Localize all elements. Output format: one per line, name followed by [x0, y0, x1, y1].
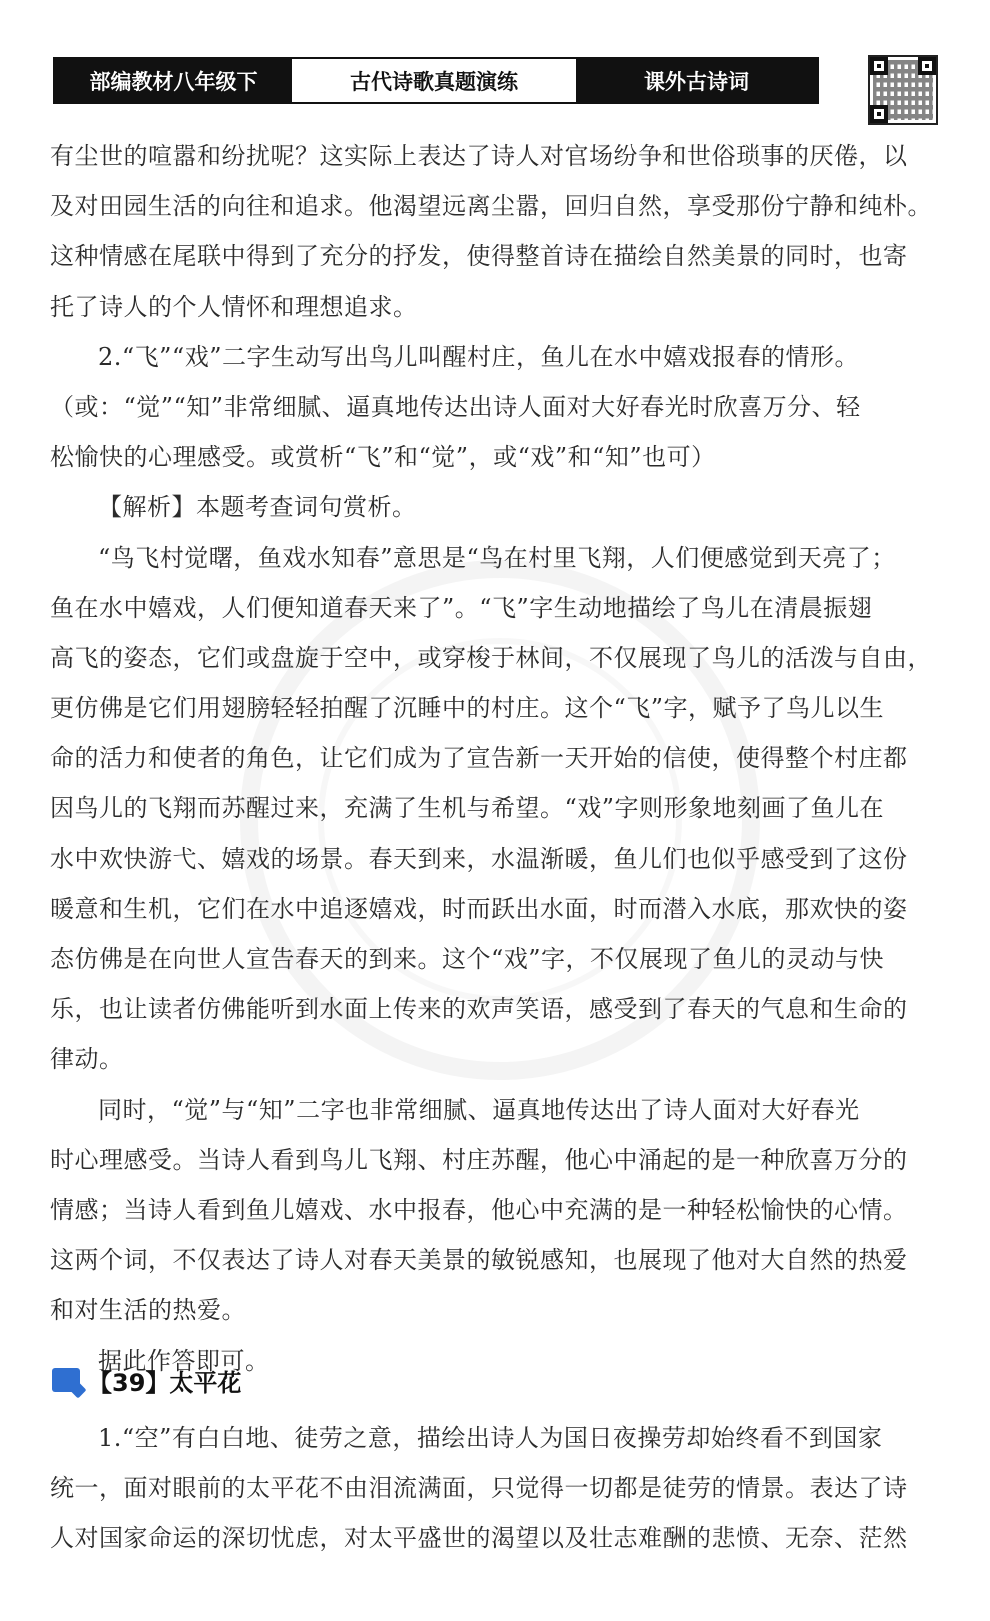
- text-line: 鱼在水中嬉戏，人们便知道春天来了”。“飞”字生动地描绘了鸟儿在清晨振翅: [50, 593, 873, 622]
- text-line: 统一，面对眼前的太平花不由泪流满面，只觉得一切都是徒劳的情景。表达了诗: [50, 1474, 908, 1503]
- section-answer-body: [50, 1413, 948, 1564]
- text-line: 更仿佛是它们用翅膀轻轻拍醒了沉睡中的村庄。这个“飞”字，赋予了鸟儿以生: [50, 694, 885, 723]
- text-line: 乐，也让读者仿佛能听到水面上传来的欢声笑语，感受到了春天的气息和生命的: [50, 995, 908, 1024]
- header-category-label: 课外古诗词: [576, 59, 817, 102]
- text-line: 高飞的姿态，它们或盘旋于空中，或穿梭于林间，不仅展现了鸟儿的活泼与自由，: [50, 643, 932, 672]
- text-line: 命的活力和使者的角色，让它们成为了宣告新一天开始的信使，使得整个村庄都: [50, 744, 908, 773]
- text-line: （或：“觉”“知”非常细腻、逼真地传达出诗人面对大好春光时欣喜万分、轻: [50, 392, 861, 421]
- answer-analysis-body: [50, 131, 948, 1386]
- text-line: 人对国家命运的深切忧虑，对太平盛世的渴望以及壮志难酬的悲愤、无奈、茫然: [50, 1524, 908, 1553]
- text-line: 暖意和生机，它们在水中追逐嬉戏，时而跃出水面，时而潜入水底，那欢快的姿: [50, 894, 908, 923]
- text-line: 律动。: [50, 1045, 124, 1074]
- text-line: 松愉快的心理感受。或赏析“飞”和“觉”，或“戏”和“知”也可）: [50, 443, 716, 472]
- text-line: 托了诗人的个人情怀和理想追求。: [50, 292, 418, 321]
- text-line: “鸟飞村觉曙，鱼戏水知春”意思是“鸟在村里飞翔，人们便感觉到天亮了；: [98, 543, 896, 572]
- text-line: 时心理感受。当诗人看到鸟儿飞翔、村庄苏醒，他心中涌起的是一种欣喜万分的: [50, 1145, 908, 1174]
- text-line: 1.“空”有白白地、徒劳之意，描绘出诗人为国日夜操劳却始终看不到国家: [98, 1424, 883, 1452]
- bookmark-flag-icon: [52, 1368, 80, 1392]
- section-heading: [52, 1356, 241, 1404]
- text-line: 因鸟儿的飞翔而苏醒过来，充满了生机与希望。“戏”字则形象地刻画了鱼儿在: [50, 794, 885, 823]
- qr-code-icon: [868, 55, 938, 125]
- qr-finder-marker: [870, 105, 888, 123]
- text-line: 这种情感在尾联中得到了充分的抒发，使得整首诗在描绘自然美景的同时，也寄: [50, 242, 908, 271]
- text-line: 同时，“觉”与“知”二字也非常细腻、逼真地传达出了诗人面对大好春光: [98, 1095, 860, 1124]
- text-line: 及对田园生活的向往和追求。他渴望远离尘嚣，回归自然，享受那份宁静和纯朴。: [50, 192, 932, 221]
- text-line: 这两个词，不仅表达了诗人对春天美景的敏锐感知，也展现了他对大自然的热爱: [50, 1246, 908, 1275]
- text-line: 据此作答即可。: [98, 1346, 270, 1375]
- text-line: 【解析】本题考查词句赏析。: [98, 493, 417, 522]
- text-line: 和对生活的热爱。: [50, 1296, 246, 1325]
- section-title: 【39】太平花: [88, 1368, 242, 1397]
- text-line: 态仿佛是在向世人宣告春天的到来。这个“戏”字，不仅展现了鱼儿的灵动与快: [50, 945, 885, 973]
- text-line: 2.“飞”“戏”二字生动写出鸟儿叫醒村庄，鱼儿在水中嬉戏报春的情形。: [98, 342, 859, 371]
- text-line: 水中欢快游弋、嬉戏的场景。春天到来，水温渐暖，鱼儿们也似乎感受到了这份: [50, 844, 908, 873]
- page-header-bar: [53, 57, 819, 104]
- qr-finder-marker: [918, 57, 936, 75]
- text-line: 情感；当诗人看到鱼儿嬉戏、水中报春，他心中充满的是一种轻松愉快的心情。: [50, 1195, 908, 1224]
- header-textbook-label: 部编教材八年级下: [55, 59, 292, 102]
- qr-finder-marker: [870, 57, 888, 75]
- header-exercise-title: 古代诗歌真题演练: [292, 59, 576, 102]
- text-line: 有尘世的喧嚣和纷扰呢？这实际上表达了诗人对官场纷争和世俗琐事的厌倦，以: [50, 142, 908, 170]
